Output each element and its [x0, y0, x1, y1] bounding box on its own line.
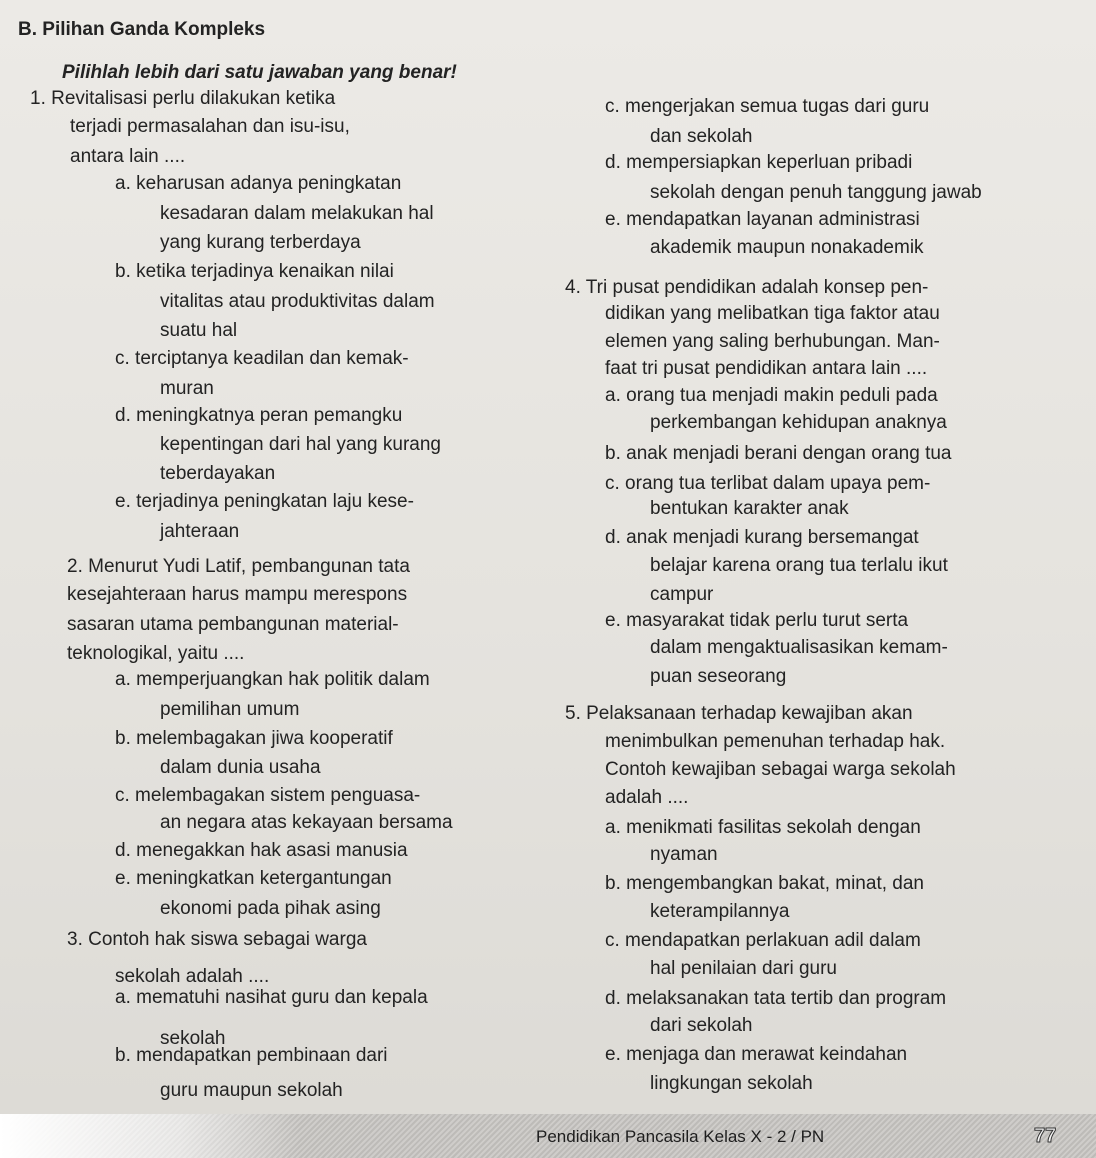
- left-text-line: teberdayakan: [160, 463, 276, 484]
- right-text-line: dari sekolah: [650, 1015, 753, 1036]
- left-text-line: c. melembagakan sistem penguasa-: [115, 785, 421, 806]
- left-text-line: sekolah adalah ....: [115, 966, 270, 987]
- left-text-line: a. mematuhi nasihat guru dan kepala: [115, 987, 428, 1008]
- left-text-line: terjadi permasalahan dan isu-isu,: [70, 116, 350, 137]
- left-text-line: kesadaran dalam melakukan hal: [160, 203, 434, 224]
- right-text-line: d. mempersiapkan keperluan pribadi: [605, 152, 913, 173]
- right-text-line: nyaman: [650, 844, 718, 865]
- left-text-line: dalam dunia usaha: [160, 757, 321, 778]
- right-text-line: b. mengembangkan bakat, minat, dan: [605, 873, 924, 894]
- left-text-line: guru maupun sekolah: [160, 1080, 343, 1101]
- right-text-line: d. anak menjadi kurang bersemangat: [605, 527, 919, 548]
- right-text-line: a. orang tua menjadi makin peduli pada: [605, 385, 938, 406]
- left-text-line: pemilihan umum: [160, 699, 300, 720]
- footer-book-label: Pendidikan Pancasila Kelas X - 2 / PN: [536, 1127, 825, 1146]
- right-text-line: dan sekolah: [650, 126, 753, 147]
- right-text-line: adalah ....: [605, 787, 689, 808]
- right-text-line: keterampilannya: [650, 901, 790, 922]
- right-text-line: sekolah dengan penuh tanggung jawab: [650, 182, 982, 203]
- right-text-line: elemen yang saling berhubungan. Man-: [605, 331, 940, 352]
- left-text-line: b. melembagakan jiwa kooperatif: [115, 728, 393, 749]
- right-text-line: bentukan karakter anak: [650, 498, 849, 519]
- right-text-line: campur: [650, 584, 714, 605]
- right-text-line: akademik maupun nonakademik: [650, 237, 924, 258]
- left-text-line: d. menegakkan hak asasi manusia: [115, 840, 408, 861]
- left-text-line: e. terjadinya peningkatan laju kese-: [115, 491, 414, 512]
- right-text-line: 5. Pelaksanaan terhadap kewajiban akan: [565, 703, 913, 724]
- right-text-line: Contoh kewajiban sebagai warga sekolah: [605, 759, 956, 780]
- left-text-line: 3. Contoh hak siswa sebagai warga: [67, 929, 367, 950]
- left-text-line: antara lain ....: [70, 146, 186, 167]
- left-text-line: d. meningkatnya peran pemangku: [115, 405, 403, 426]
- left-text-line: teknologikal, yaitu ....: [67, 643, 245, 664]
- right-text-line: puan seseorang: [650, 666, 787, 687]
- right-text-line: e. mendapatkan layanan administrasi: [605, 209, 920, 230]
- left-text-line: an negara atas kekayaan bersama: [160, 812, 453, 833]
- instruction: Pilihlah lebih dari satu jawaban yang benar!: [62, 62, 457, 83]
- right-text-line: b. anak menjadi berani dengan orang tua: [605, 443, 952, 464]
- left-text-line: yang kurang terberdaya: [160, 232, 361, 253]
- left-text-line: kepentingan dari hal yang kurang: [160, 434, 441, 455]
- left-text-line: 2. Menurut Yudi Latif, pembangunan tata: [67, 556, 410, 577]
- left-text-line: c. terciptanya keadilan dan kemak-: [115, 348, 409, 369]
- right-text-line: c. orang tua terlibat dalam upaya pem-: [605, 473, 931, 494]
- left-text-line: muran: [160, 378, 214, 399]
- right-text-line: dalam mengaktualisasikan kemam-: [650, 637, 948, 658]
- right-text-line: perkembangan kehidupan anaknya: [650, 412, 947, 433]
- right-text-line: didikan yang melibatkan tiga faktor atau: [605, 303, 940, 324]
- left-text-line: b. ketika terjadinya kenaikan nilai: [115, 261, 394, 282]
- right-text-line: lingkungan sekolah: [650, 1073, 813, 1094]
- left-text-line: sekolah: [160, 1028, 226, 1049]
- left-text-line: vitalitas atau produktivitas dalam: [160, 291, 435, 312]
- right-text-line: a. menikmati fasilitas sekolah dengan: [605, 817, 921, 838]
- left-text-line: a. keharusan adanya peningkatan: [115, 173, 402, 194]
- right-text-line: e. masyarakat tidak perlu turut serta: [605, 610, 909, 631]
- left-text-line: ekonomi pada pihak asing: [160, 898, 381, 919]
- left-text-line: e. meningkatkan ketergantungan: [115, 868, 392, 889]
- right-text-line: belajar karena orang tua terlalu ikut: [650, 555, 948, 576]
- right-text-line: e. menjaga dan merawat keindahan: [605, 1044, 908, 1065]
- right-text-line: faat tri pusat pendidikan antara lain ....: [605, 358, 928, 379]
- left-text-line: suatu hal: [160, 320, 238, 341]
- section-title: B. Pilihan Ganda Kompleks: [18, 19, 266, 40]
- left-text-line: b. mendapatkan pembinaan dari: [115, 1045, 388, 1066]
- left-text-line: kesejahteraan harus mampu merespons: [67, 584, 408, 605]
- left-text-line: sasaran utama pembangunan material-: [67, 614, 399, 635]
- left-text-line: a. memperjuangkan hak politik dalam: [115, 669, 430, 690]
- right-text-line: hal penilaian dari guru: [650, 958, 837, 979]
- left-text-line: 1. Revitalisasi perlu dilakukan ketika: [30, 88, 336, 109]
- right-text-line: 4. Tri pusat pendidikan adalah konsep pen-: [565, 277, 929, 298]
- right-text-line: c. mengerjakan semua tugas dari guru: [605, 96, 930, 117]
- left-text-line: jahteraan: [160, 521, 240, 542]
- page-number: 77: [1034, 1125, 1057, 1147]
- right-text-line: d. melaksanakan tata tertib dan program: [605, 988, 947, 1009]
- right-text-line: c. mendapatkan perlakuan adil dalam: [605, 930, 921, 951]
- right-text-line: menimbulkan pemenuhan terhadap hak.: [605, 731, 946, 752]
